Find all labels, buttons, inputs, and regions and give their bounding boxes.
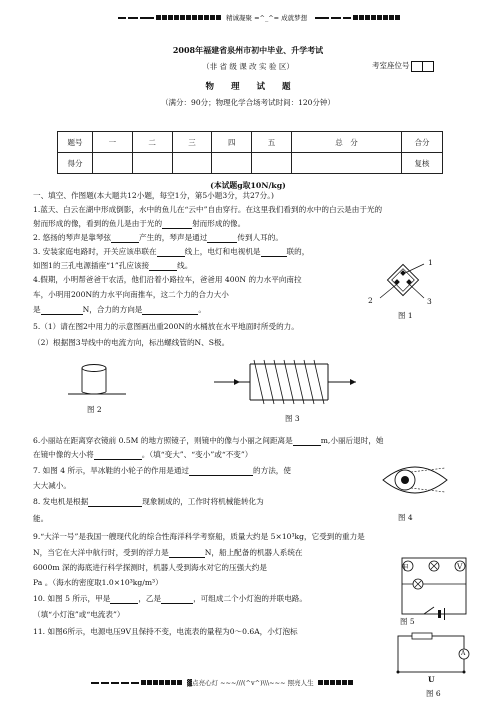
fig6-label-a: A (461, 650, 466, 657)
q6-blank-2[interactable] (94, 451, 142, 460)
score-cell[interactable] (212, 153, 252, 174)
fig2-caption: 图 2 (87, 405, 102, 414)
score-header-cell: 五 (252, 132, 292, 153)
q10-text: 10. 如图 5 所示，甲是 (33, 594, 111, 603)
score-header-cell: 总 分 (291, 132, 401, 153)
fig6-caption: 图 6 (426, 689, 441, 698)
score-table-header-row (58, 132, 443, 153)
q3-blank-2[interactable] (261, 248, 287, 257)
seat-number (372, 60, 434, 72)
q3-text: 联的， (286, 247, 310, 256)
exam-title: 2008年福建省泉州市初中毕业、升学考试 (172, 45, 324, 55)
q9-text: N，当它在大洋中航行时，受到的浮力是 (33, 548, 169, 557)
q11-line1: 11. 如图6所示，电源电压9V且保持不变，电流表的量程为0～0.6A，小灯泡标 (33, 627, 298, 636)
q3-text: 线。 (177, 261, 193, 270)
score-cell[interactable] (132, 153, 172, 174)
q6-text: m,小丽后退时，她 (320, 436, 384, 445)
q1-line2 (33, 219, 472, 229)
q2-text: 2. 悠扬的琴声是靠琴弦 (33, 233, 112, 242)
q6-line1 (33, 436, 472, 446)
q5-line2: （2）根据图3导线中的电流方向，标出螺线管的N、S极。 (33, 338, 230, 347)
score-cell[interactable] (93, 153, 133, 174)
score-header-cell: 题号 (58, 132, 93, 153)
gravity-note: (本试题g取10N/kg) (210, 181, 286, 190)
q1-blank-2[interactable] (162, 220, 192, 229)
fig1-label-1: 1 (428, 258, 433, 267)
q10-blank-2[interactable] (161, 595, 193, 604)
q9-blank-2[interactable] (169, 549, 205, 558)
q9-line1: 9.“大洋一号”是我国一艘现代化的综合性海洋科学考察船，质量大约是 5×10³kg，它受到的重力是 (33, 532, 365, 541)
q1-line1: 1.蓝天、白云在湖中形成倒影，水中的鱼儿在“云中”自由穿行。在这里我们看到的水中的白云是由于光的 (33, 205, 383, 214)
figure-4-eye (375, 450, 455, 510)
footer-banner-text: ▓点亮心灯 ~~~///(^v^)\\\~~~ 照亮人生 (187, 679, 314, 687)
subject-title: 物 理 试 题 (205, 82, 291, 92)
q6-text: 6.小丽站在距离穿衣镜前 0.5M 的地方照镜子，则镜中的像与小丽之间距离是 (33, 436, 293, 445)
figure-3-solenoid (210, 352, 360, 412)
q2-text: 产生的，琴声是通过 (139, 233, 208, 242)
header-banner-text: 精诚凝聚 =^_^= 成就梦想 (226, 14, 308, 22)
fig3-caption: 图 3 (285, 414, 300, 423)
q10-line2: （填“小灯泡”或“电流表”） (33, 610, 125, 619)
q10-text: ，可组成二个小灯泡的并联电路。 (193, 594, 307, 603)
q8-blank-1[interactable] (88, 498, 142, 507)
fig5-caption: 图 5 (400, 617, 415, 626)
score-cell[interactable] (172, 153, 212, 174)
score-cell[interactable] (252, 153, 292, 174)
fig1-caption: 图 1 (398, 311, 413, 320)
section-heading: 一、填空、作图题(本大题共12小题，每空1分，第5小题3分，共27分。) (33, 191, 274, 200)
q2-line (33, 233, 472, 243)
q4-text: 。 (198, 305, 206, 314)
seat-box-2[interactable] (422, 61, 434, 72)
q3-blank-3[interactable] (149, 262, 177, 271)
q9-text: 6000m 深的海底进行科学探测时，机器人受到海水对它的压强大约是 (33, 563, 267, 572)
header-banner (118, 15, 401, 20)
q5-line1: 5.（1）请在图2中用力的示意图画出重200N的水桶放在水平地面时所受的力。 (33, 322, 299, 331)
exam-subtitle: （非 省 级 课 改 实 验 区） (202, 62, 294, 71)
q4-text: N，合力的方向是 (82, 305, 143, 314)
q4-line2: 车，小明用200N的力水平向南推车，这二个力的合力大小 (33, 290, 229, 299)
q4-text: 是 (33, 305, 41, 314)
score-header-cell: 三 (172, 132, 212, 153)
review-cell: 复核 (402, 153, 443, 174)
q2-blank-1[interactable] (111, 234, 139, 243)
q6-text: 。（填“变大”、“变小”或“不变”） (141, 450, 253, 459)
q8-line2: 能。 (33, 514, 49, 523)
q9-line4: Pa 。（海水的密度取1.0×10³kg/m³） (33, 578, 163, 587)
fig5-label-v: V (457, 562, 463, 571)
score-header-cell: 二 (132, 132, 172, 153)
fig1-label-2: 2 (368, 296, 373, 305)
score-header-cell: 一 (93, 132, 133, 153)
q6-blank-1[interactable] (293, 437, 321, 446)
q8-text: 现象制成的，工作时将机械能转化为 (142, 497, 264, 506)
q8-text: 8. 发电机是根据 (33, 497, 89, 506)
exam-meta: （满分：90分；物理化学合场考试时间：120分钟） (161, 98, 335, 107)
q4-blank-1[interactable] (41, 306, 83, 315)
score-cell[interactable] (291, 153, 401, 174)
q4-blank-2[interactable] (142, 306, 198, 315)
q3-text: 线上，电灯和电视机是 (184, 247, 261, 256)
figure-2-bucket (68, 354, 128, 404)
q4-line1: 4.假期，小明帮爸爸干农活，他们沿着小路拉车，爸爸用 400N 的力水平向南拉 (33, 275, 302, 284)
q3-text: 如图1的三孔电源插座“1”孔应该接 (33, 261, 150, 270)
score-row-label: 得分 (58, 153, 93, 174)
q7-text: 的方法，使 (253, 466, 291, 475)
score-table (57, 131, 443, 174)
q9-text: N，船上配备的机器人系统在 (204, 548, 303, 557)
score-header-cell: 四 (212, 132, 252, 153)
q1-text: 射而形成的像，看到的鱼儿是由于光的 (33, 219, 163, 228)
q6-text: 在镜中像的大小将 (33, 450, 94, 459)
q7-text: 7. 如图 4 所示，旱冰鞋的小轮子的作用是通过 (33, 466, 190, 475)
fig1-label-3: 3 (427, 297, 432, 306)
score-header-cell: 合分 (402, 132, 443, 153)
q10-blank-1[interactable] (110, 595, 138, 604)
q7-blank-1[interactable] (189, 467, 253, 476)
q7-line2: 大大减小。 (33, 481, 71, 490)
score-table-score-row (58, 153, 443, 174)
q10-text: ，乙是 (138, 594, 162, 603)
fig5-label-jia: 甲 (401, 563, 409, 572)
fig6-label-u: U (428, 675, 435, 684)
footer-banner (91, 680, 354, 685)
q3-line1 (33, 247, 472, 257)
q3-text: 3. 安装家庭电路时，开关应该串联在 (33, 247, 157, 256)
q2-text: 传到人耳的。 (237, 233, 283, 242)
q2-blank-2[interactable] (207, 234, 237, 243)
fig4-caption: 图 4 (398, 513, 413, 522)
q1-text: 射而形成的像。 (192, 219, 246, 228)
q3-blank-1[interactable] (157, 248, 185, 257)
seat-number-label: 考室座位号 (372, 61, 410, 70)
